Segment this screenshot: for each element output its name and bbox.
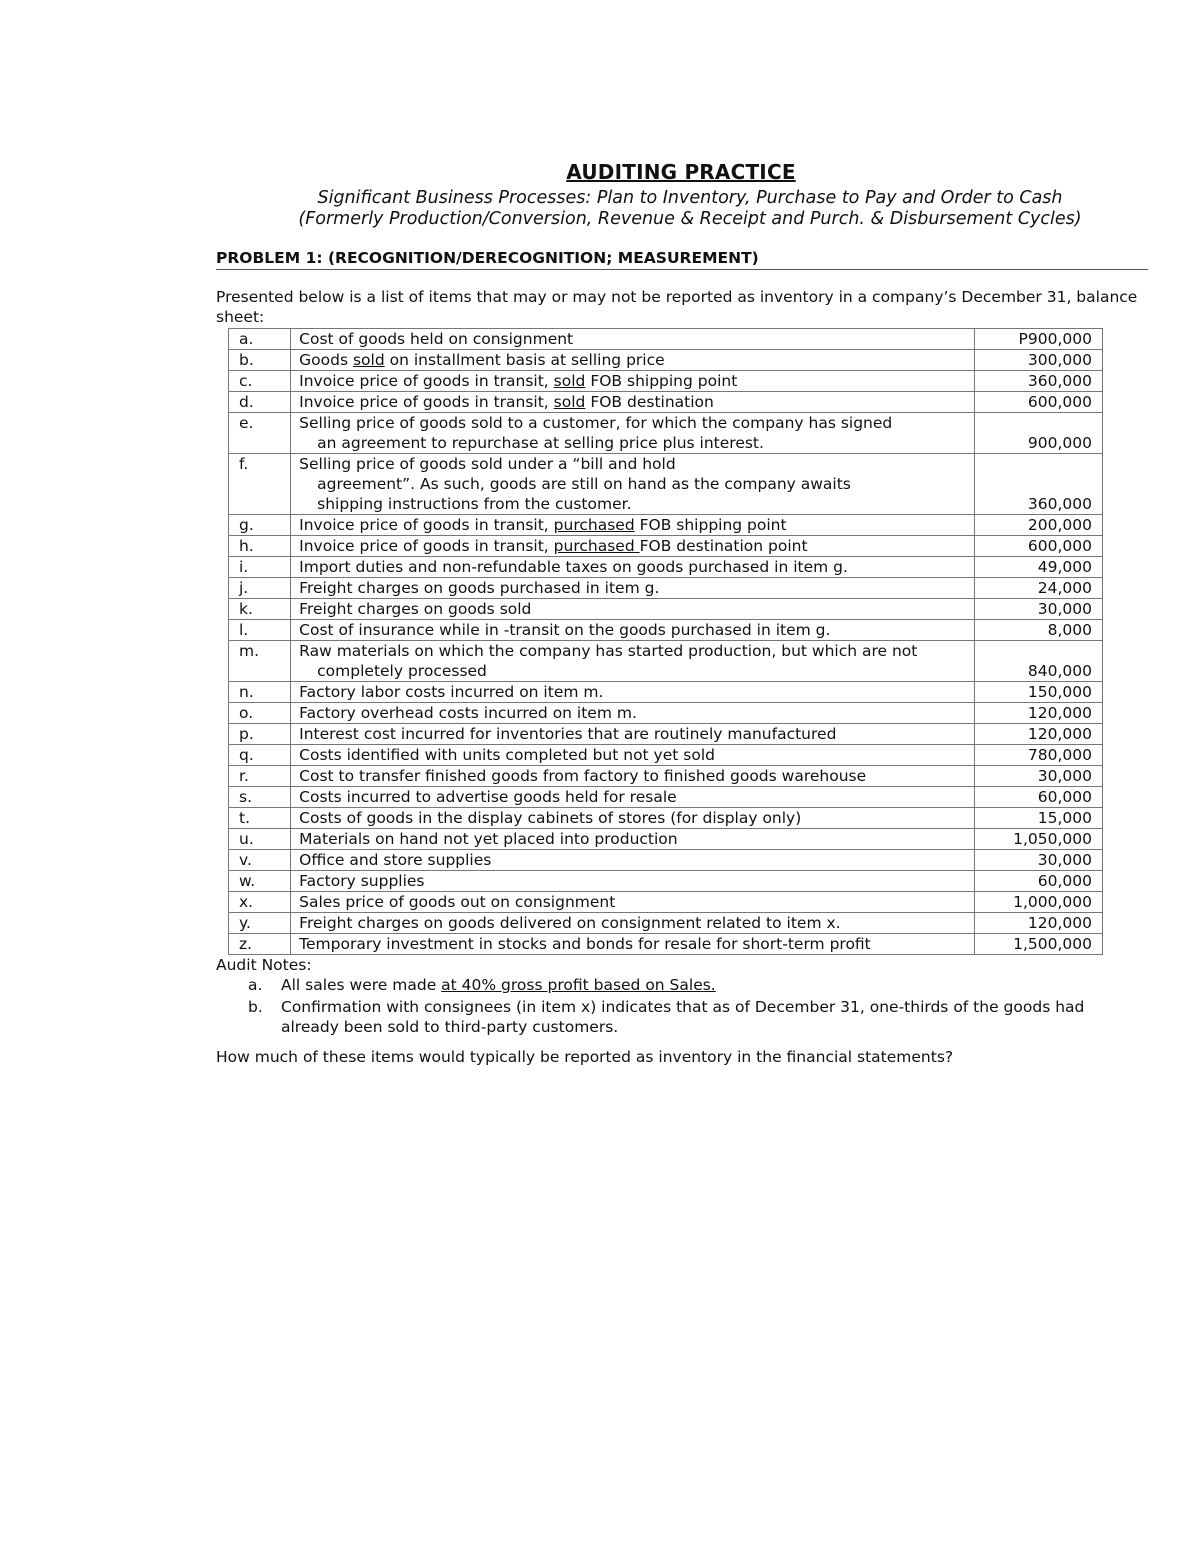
item-amount: 300,000: [975, 350, 1103, 371]
table-row: [229, 682, 1103, 703]
item-amount: 15,000: [975, 808, 1103, 829]
question-text: How much of these items would typically be reported as inventory in the financial statements?: [216, 1048, 954, 1066]
item-amount: 60,000: [975, 871, 1103, 892]
table-row: [229, 641, 1103, 682]
item-description-underlined: sold: [553, 372, 586, 390]
table-row: [229, 808, 1103, 829]
item-description-line: Factory labor costs incurred on item m.: [299, 683, 604, 701]
table-row: [229, 371, 1103, 392]
item-amount: 150,000: [975, 682, 1103, 703]
item-amount: 900,000: [975, 413, 1103, 454]
item-amount: 30,000: [975, 599, 1103, 620]
item-letter: w.: [229, 871, 291, 892]
item-description-line: Factory supplies: [299, 872, 425, 890]
item-letter: q.: [229, 745, 291, 766]
item-letter: h.: [229, 536, 291, 557]
item-amount: 360,000: [975, 454, 1103, 515]
problem-heading: PROBLEM 1: (RECOGNITION/DERECOGNITION; MEASUREMENT): [216, 249, 1148, 270]
problem-intro: Presented below is a list of items that may or may not be reported as inventory in a company’s December 31, balance sheet:: [216, 288, 1138, 326]
table-row: [229, 620, 1103, 641]
item-amount: 30,000: [975, 766, 1103, 787]
item-amount: 1,500,000: [975, 934, 1103, 955]
audit-note-letter: a.: [248, 976, 263, 994]
item-letter: s.: [229, 787, 291, 808]
item-amount: 780,000: [975, 745, 1103, 766]
table-row: [229, 745, 1103, 766]
table-row: [229, 850, 1103, 871]
item-description: [291, 350, 975, 371]
item-description-line: Freight charges on goods purchased in item g.: [299, 579, 660, 597]
table-row: [229, 413, 1103, 454]
item-description-line: Cost of goods held on consignment: [299, 330, 574, 348]
item-description: [291, 557, 975, 578]
item-description-continuation: shipping instructions from the customer.: [317, 495, 632, 513]
item-letter: o.: [229, 703, 291, 724]
item-letter: p.: [229, 724, 291, 745]
table-row: [229, 599, 1103, 620]
item-amount: 360,000: [975, 371, 1103, 392]
item-description-part: Invoice price of goods in transit,: [299, 537, 554, 555]
item-letter: n.: [229, 682, 291, 703]
table-row: [229, 578, 1103, 599]
item-description: [291, 413, 975, 454]
item-letter: e.: [229, 413, 291, 454]
item-description-part: FOB shipping point: [585, 372, 738, 390]
item-description-line: Cost to transfer finished goods from factory to finished goods warehouse: [299, 767, 867, 785]
item-letter: u.: [229, 829, 291, 850]
item-description-line: Interest cost incurred for inventories that are routinely manufactured: [299, 725, 837, 743]
item-amount: 30,000: [975, 850, 1103, 871]
audit-note-b: [248, 997, 1148, 1037]
item-letter: c.: [229, 371, 291, 392]
item-letter: b.: [229, 350, 291, 371]
table-row: [229, 934, 1103, 955]
item-description-line: Materials on hand not yet placed into production: [299, 830, 678, 848]
item-description-line: Temporary investment in stocks and bonds for resale for short-term profit: [299, 935, 871, 953]
item-description: [291, 392, 975, 413]
item-description-line: Selling price of goods sold under a “bill and hold: [299, 455, 676, 473]
item-amount: 1,000,000: [975, 892, 1103, 913]
item-description-line: Costs incurred to advertise goods held for resale: [299, 788, 677, 806]
item-description: [291, 371, 975, 392]
item-description-part: on installment basis at selling price: [384, 351, 665, 369]
item-amount: 600,000: [975, 392, 1103, 413]
table-row: [229, 329, 1103, 350]
item-amount: 120,000: [975, 724, 1103, 745]
audit-notes-title: Audit Notes:: [216, 956, 312, 974]
item-amount: 840,000: [975, 641, 1103, 682]
item-description-continuation: completely processed: [317, 662, 487, 680]
item-description-line: Factory overhead costs incurred on item m.: [299, 704, 637, 722]
item-description: [291, 745, 975, 766]
item-description: [291, 578, 975, 599]
table-row: [229, 913, 1103, 934]
item-description-line: Freight charges on goods sold: [299, 600, 532, 618]
item-description-underlined: purchased: [553, 537, 640, 555]
item-description-underlined: purchased: [553, 516, 635, 534]
item-description-part: Invoice price of goods in transit,: [299, 372, 554, 390]
audit-note-text: Confirmation with consignees (in item x) indicates that as of December 31, one-thirds of the goods had: [281, 998, 1085, 1016]
item-description-line: Cost of insurance while in -transit on the goods purchased in item g.: [299, 621, 831, 639]
item-description: [291, 329, 975, 350]
item-description: [291, 829, 975, 850]
item-description: [291, 766, 975, 787]
item-description-line: Raw materials on which the company has started production, but which are not: [299, 642, 918, 660]
audit-note-a: [248, 975, 1148, 995]
item-description-continuation: agreement”. As such, goods are still on hand as the company awaits: [317, 475, 851, 493]
item-amount: 8,000: [975, 620, 1103, 641]
item-description: [291, 703, 975, 724]
item-description: [291, 620, 975, 641]
subtitle-line-1: Significant Business Processes: Plan to Inventory, Purchase to Pay and Order to Cash: [317, 188, 1063, 208]
item-letter: a.: [229, 329, 291, 350]
table-row: [229, 350, 1103, 371]
item-description-line: Selling price of goods sold to a customer, for which the company has signed: [299, 414, 893, 432]
table-row: [229, 515, 1103, 536]
item-amount: P900,000: [975, 329, 1103, 350]
table-row: [229, 871, 1103, 892]
item-letter: t.: [229, 808, 291, 829]
inventory-items-table: [228, 328, 1103, 955]
subtitle-line-2: (Formerly Production/Conversion, Revenue & Receipt and Purch. & Disbursement Cycles): [298, 209, 1082, 229]
table-row: [229, 892, 1103, 913]
item-description: [291, 536, 975, 557]
table-row: [229, 787, 1103, 808]
item-description-line: Freight charges on goods delivered on consignment related to item x.: [299, 914, 841, 932]
item-amount: 200,000: [975, 515, 1103, 536]
table-row: [229, 557, 1103, 578]
item-description-part: Invoice price of goods in transit,: [299, 516, 554, 534]
item-description: [291, 787, 975, 808]
item-description: [291, 913, 975, 934]
item-description-part: FOB destination point: [639, 537, 808, 555]
item-description-line: Costs identified with units completed but not yet sold: [299, 746, 715, 764]
item-letter: y.: [229, 913, 291, 934]
item-amount: 120,000: [975, 703, 1103, 724]
item-letter: z.: [229, 934, 291, 955]
table-row: [229, 766, 1103, 787]
item-description-line: Office and store supplies: [299, 851, 492, 869]
audit-note-underlined: at 40% gross profit based on Sales.: [441, 976, 716, 994]
document-title: AUDITING PRACTICE: [566, 160, 796, 184]
item-letter: r.: [229, 766, 291, 787]
item-letter: m.: [229, 641, 291, 682]
item-letter: g.: [229, 515, 291, 536]
table-row: [229, 454, 1103, 515]
audit-note-text-cont: already been sold to third-party customers.: [281, 1018, 619, 1036]
table-row: [229, 724, 1103, 745]
item-amount: 1,050,000: [975, 829, 1103, 850]
item-amount: 120,000: [975, 913, 1103, 934]
item-description-part: Invoice price of goods in transit,: [299, 393, 554, 411]
item-description-part: FOB destination: [585, 393, 714, 411]
item-description-underlined: sold: [352, 351, 385, 369]
table-row: [229, 703, 1103, 724]
item-description-underlined: sold: [553, 393, 586, 411]
item-amount: 24,000: [975, 578, 1103, 599]
item-amount: 49,000: [975, 557, 1103, 578]
item-description: [291, 808, 975, 829]
item-description-part: FOB shipping point: [634, 516, 787, 534]
table-row: [229, 392, 1103, 413]
table-row: [229, 829, 1103, 850]
item-letter: f.: [229, 454, 291, 515]
item-letter: k.: [229, 599, 291, 620]
item-description: [291, 641, 975, 682]
audit-note-letter: b.: [248, 998, 263, 1016]
audit-note-text: All sales were made: [281, 976, 442, 994]
item-description: [291, 599, 975, 620]
item-amount: 60,000: [975, 787, 1103, 808]
item-letter: x.: [229, 892, 291, 913]
table-row: [229, 536, 1103, 557]
item-description: [291, 515, 975, 536]
item-letter: d.: [229, 392, 291, 413]
item-description-continuation: an agreement to repurchase at selling price plus interest.: [317, 434, 764, 452]
item-description: [291, 454, 975, 515]
item-letter: l.: [229, 620, 291, 641]
item-description-line: Import duties and non-refundable taxes on goods purchased in item g.: [299, 558, 848, 576]
item-description: [291, 892, 975, 913]
item-letter: j.: [229, 578, 291, 599]
item-description: [291, 724, 975, 745]
item-description-part: Goods: [299, 351, 353, 369]
item-letter: v.: [229, 850, 291, 871]
item-description: [291, 682, 975, 703]
item-amount: 600,000: [975, 536, 1103, 557]
item-description: [291, 871, 975, 892]
item-letter: i.: [229, 557, 291, 578]
item-description-line: Costs of goods in the display cabinets of stores (for display only): [299, 809, 802, 827]
item-description: [291, 934, 975, 955]
item-description-line: Sales price of goods out on consignment: [299, 893, 616, 911]
item-description: [291, 850, 975, 871]
